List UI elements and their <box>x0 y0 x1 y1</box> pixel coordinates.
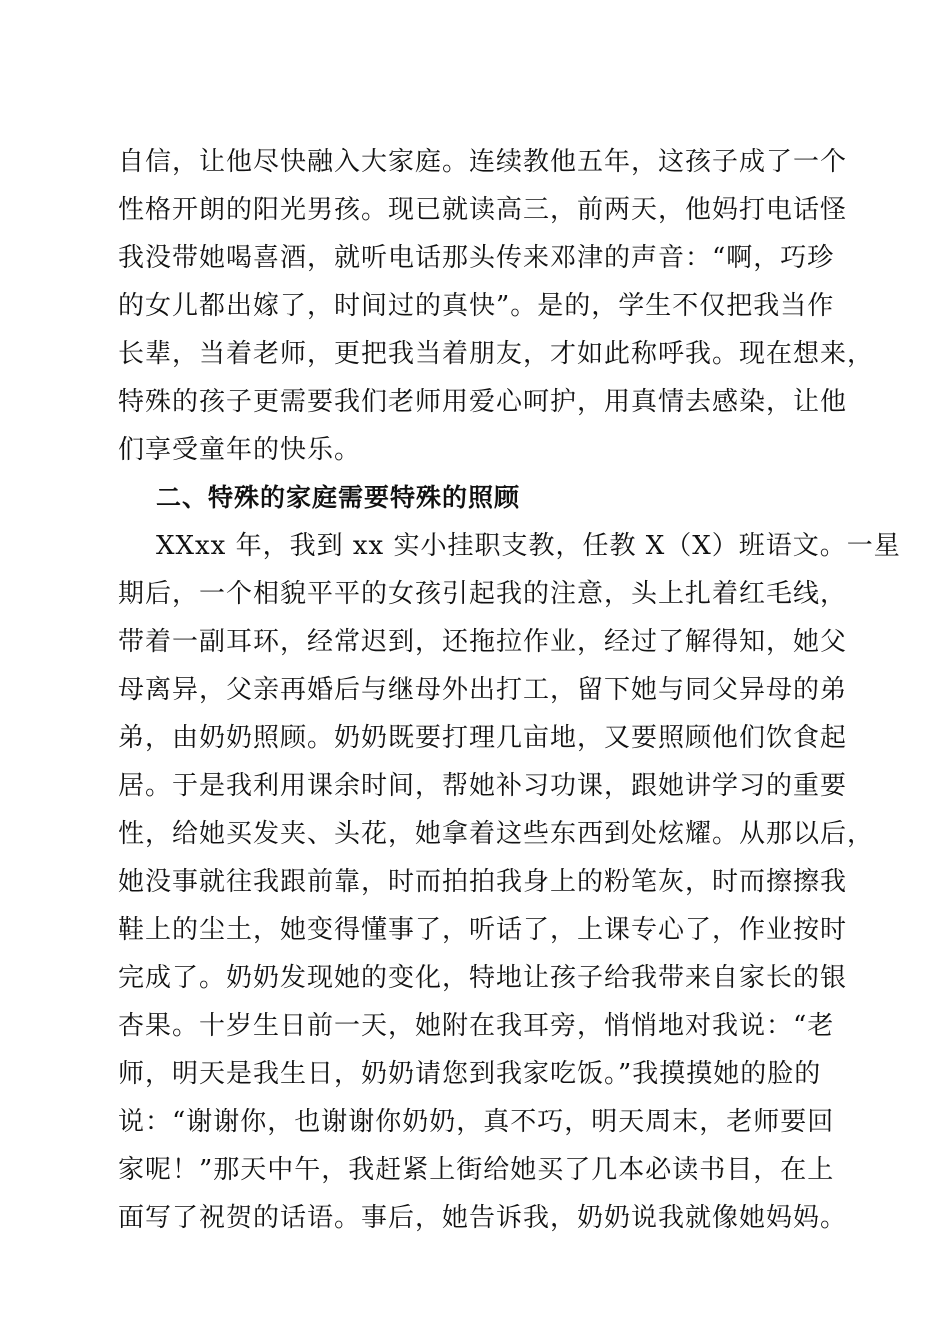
section-heading: 二、特殊的家庭需要特殊的照顾 <box>156 483 521 512</box>
paragraph-2-line: 完成了。奶奶发现她的变化，特地让孩子给我带来自家长的银 <box>118 963 848 993</box>
paragraph-2-line: 期后，一个相貌平平的女孩引起我的注意，头上扎着红毛线， <box>118 579 848 609</box>
paragraph-2-line: 居。于是我利用课余时间，帮她补习功课，跟她讲学习的重要 <box>118 771 848 801</box>
paragraph-2-line: 她没事就往我跟前靠，时而拍拍我身上的粉笔灰，时而擦擦我 <box>118 867 848 897</box>
paragraph-1-line: 性格开朗的阳光男孩。现已就读高三，前两天，他妈打电话怪 <box>118 195 848 225</box>
paragraph-2-line: 性，给她买发夹、头花，她拿着这些东西到处炫耀。从那以后， <box>118 819 875 849</box>
paragraph-1-line: 自信，让他尽快融入大家庭。连续教他五年，这孩子成了一个 <box>118 147 848 177</box>
paragraph-2-line: 带着一副耳环，经常迟到，还拖拉作业，经过了解得知，她父 <box>118 627 848 657</box>
paragraph-1-line: 的女儿都出嫁了，时间过的真快”。是的，学生不仅把我当作 <box>118 291 835 321</box>
paragraph-2-line: 鞋上的尘土，她变得懂事了，听话了，上课专心了，作业按时 <box>118 915 848 945</box>
paragraph-1-line: 长辈，当着老师，更把我当着朋友，才如此称呼我。现在想来， <box>118 339 875 369</box>
paragraph-1-line: 我没带她喝喜酒，就听电话那头传来邓津的声音：“啊，巧珍 <box>118 243 835 273</box>
paragraph-2-line: 师，明天是我生日，奶奶请您到我家吃饭。”我摸摸她的脸的 <box>118 1059 822 1089</box>
paragraph-1-line: 们享受童年的快乐。 <box>118 435 362 465</box>
paragraph-2-line: 杏果。十岁生日前一天，她附在我耳旁，悄悄地对我说：“老 <box>118 1011 835 1041</box>
paragraph-1-line: 特殊的孩子更需要我们老师用爱心呵护，用真情去感染，让他 <box>118 387 848 417</box>
paragraph-2-line: XXxx 年，我到 xx 实小挂职支教，任教 X（X）班语文。一星 <box>156 531 901 561</box>
paragraph-2-line: 面写了祝贺的话语。事后，她告诉我，奶奶说我就像她妈妈。 <box>118 1203 848 1233</box>
paragraph-2-line: 家呢！”那天中午，我赶紧上街给她买了几本必读书目，在上 <box>118 1155 835 1185</box>
paragraph-2-line: 说：“谢谢你，也谢谢你奶奶，真不巧，明天周末，老师要回 <box>118 1107 835 1137</box>
paragraph-2-line: 母离异，父亲再婚后与继母外出打工，留下她与同父异母的弟 <box>118 675 848 705</box>
paragraph-2-line: 弟，由奶奶照顾。奶奶既要打理几亩地，又要照顾他们饮食起 <box>118 723 848 753</box>
